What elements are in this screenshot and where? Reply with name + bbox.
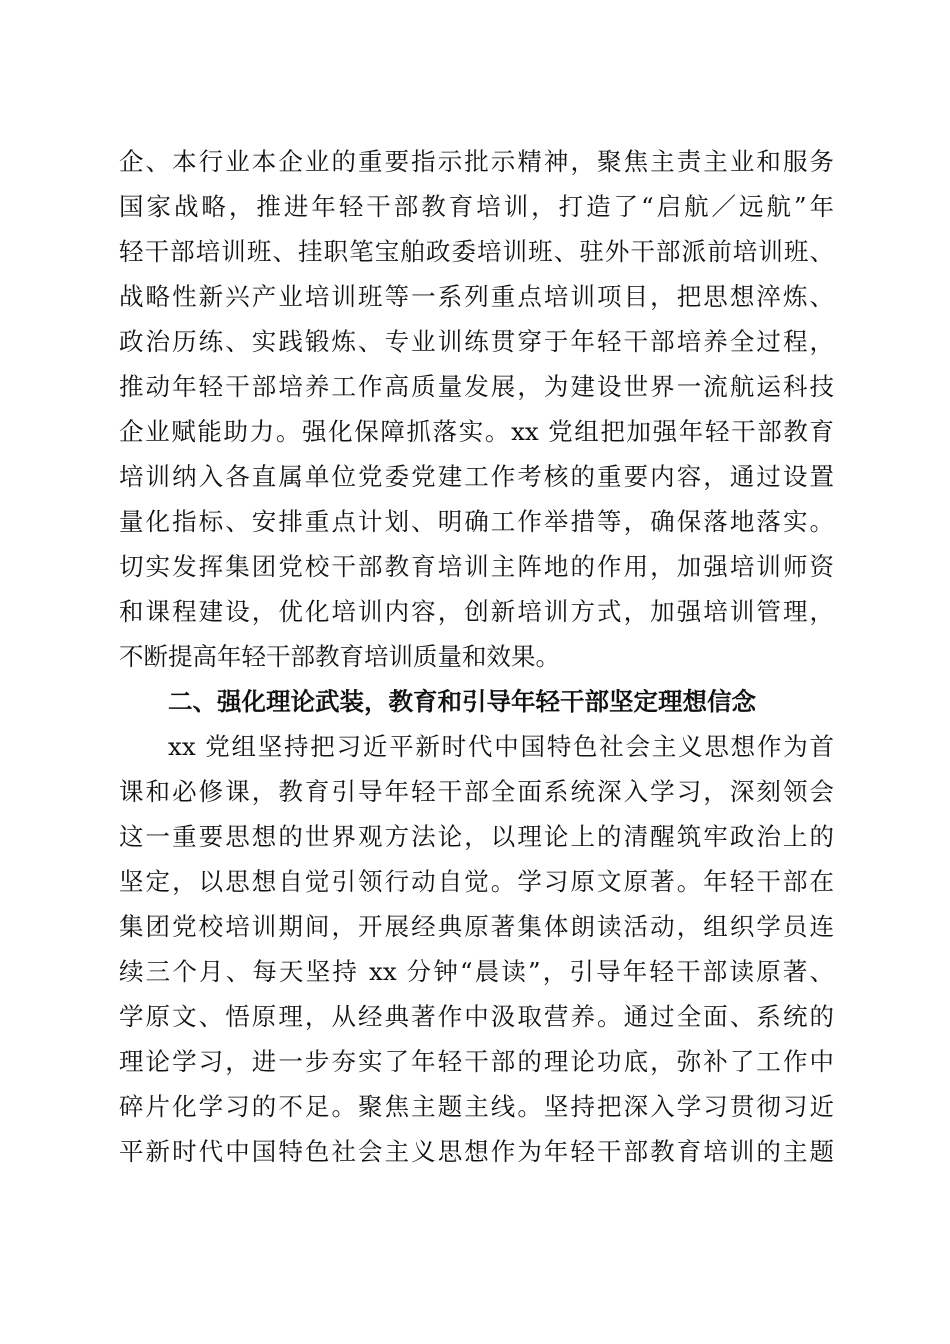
paragraph-2-line-2: 课和必修课，教育引导年轻干部全面系统深入学习，深刻领会: [119, 777, 834, 806]
paragraph-1-line-9: 量化指标、安排重点计划、明确工作举措等，确保落地落实。: [119, 507, 834, 536]
paragraph-2-line-7: 学原文、悟原理，从经典著作中汲取营养。通过全面、系统的: [119, 1002, 834, 1031]
paragraph-1-line-3: 轻干部培训班、挂职笔宝舶政委培训班、驻外干部派前培训班、: [119, 237, 834, 266]
paragraph-1-line-2: 国家战略，推进年轻干部教育培训，打造了“启航／远航”年: [119, 192, 834, 221]
paragraph-2-line-4: 坚定，以思想自觉引领行动自觉。学习原文原著。年轻干部在: [119, 867, 834, 896]
paragraph-1-line-10: 切实发挥集团党校干部教育培训主阵地的作用，加强培训师资: [119, 552, 834, 581]
paragraph-2-line-8: 理论学习，进一步夯实了年轻干部的理论功底，弥补了工作中: [119, 1047, 834, 1076]
paragraph-2-line-9: 碎片化学习的不足。聚焦主题主线。坚持把深入学习贯彻习近: [119, 1092, 834, 1121]
paragraph-1-line-6: 推动年轻干部培养工作高质量发展，为建设世界一流航运科技: [119, 372, 834, 401]
paragraph-2-line-5: 集团党校培训期间，开展经典原著集体朗读活动，组织学员连: [119, 912, 834, 941]
section-heading-2: 二、强化理论武装，教育和引导年轻干部坚定理想信念: [168, 687, 756, 716]
paragraph-2-line-6: 续三个月、每天坚持 xx 分钟“晨读”，引导年轻干部读原著、: [119, 957, 834, 986]
paragraph-1-line-7: 企业赋能助力。强化保障抓落实。xx 党组把加强年轻干部教育: [119, 417, 834, 446]
paragraph-1-line-11: 和课程建设，优化培训内容，创新培训方式，加强培训管理，: [119, 597, 834, 626]
paragraph-1-line-8: 培训纳入各直属单位党委党建工作考核的重要内容，通过设置: [119, 462, 834, 491]
paragraph-2-line-3: 这一重要思想的世界观方法论，以理论上的清醒筑牢政治上的: [119, 822, 834, 851]
paragraph-2-line-10: 平新时代中国特色社会主义思想作为年轻干部教育培训的主题: [119, 1137, 834, 1166]
paragraph-1-line-12: 不断提高年轻干部教育培训质量和效果。: [119, 642, 560, 671]
paragraph-1-line-4: 战略性新兴产业培训班等一系列重点培训项目，把思想淬炼、: [119, 282, 834, 311]
paragraph-1-line-5: 政治历练、实践锻炼、专业训练贯穿于年轻干部培养全过程，: [119, 327, 834, 356]
paragraph-2-line-1: xx 党组坚持把习近平新时代中国特色社会主义思想作为首: [168, 732, 834, 761]
paragraph-1-line-1: 企、本行业本企业的重要指示批示精神，聚焦主责主业和服务: [119, 147, 834, 176]
